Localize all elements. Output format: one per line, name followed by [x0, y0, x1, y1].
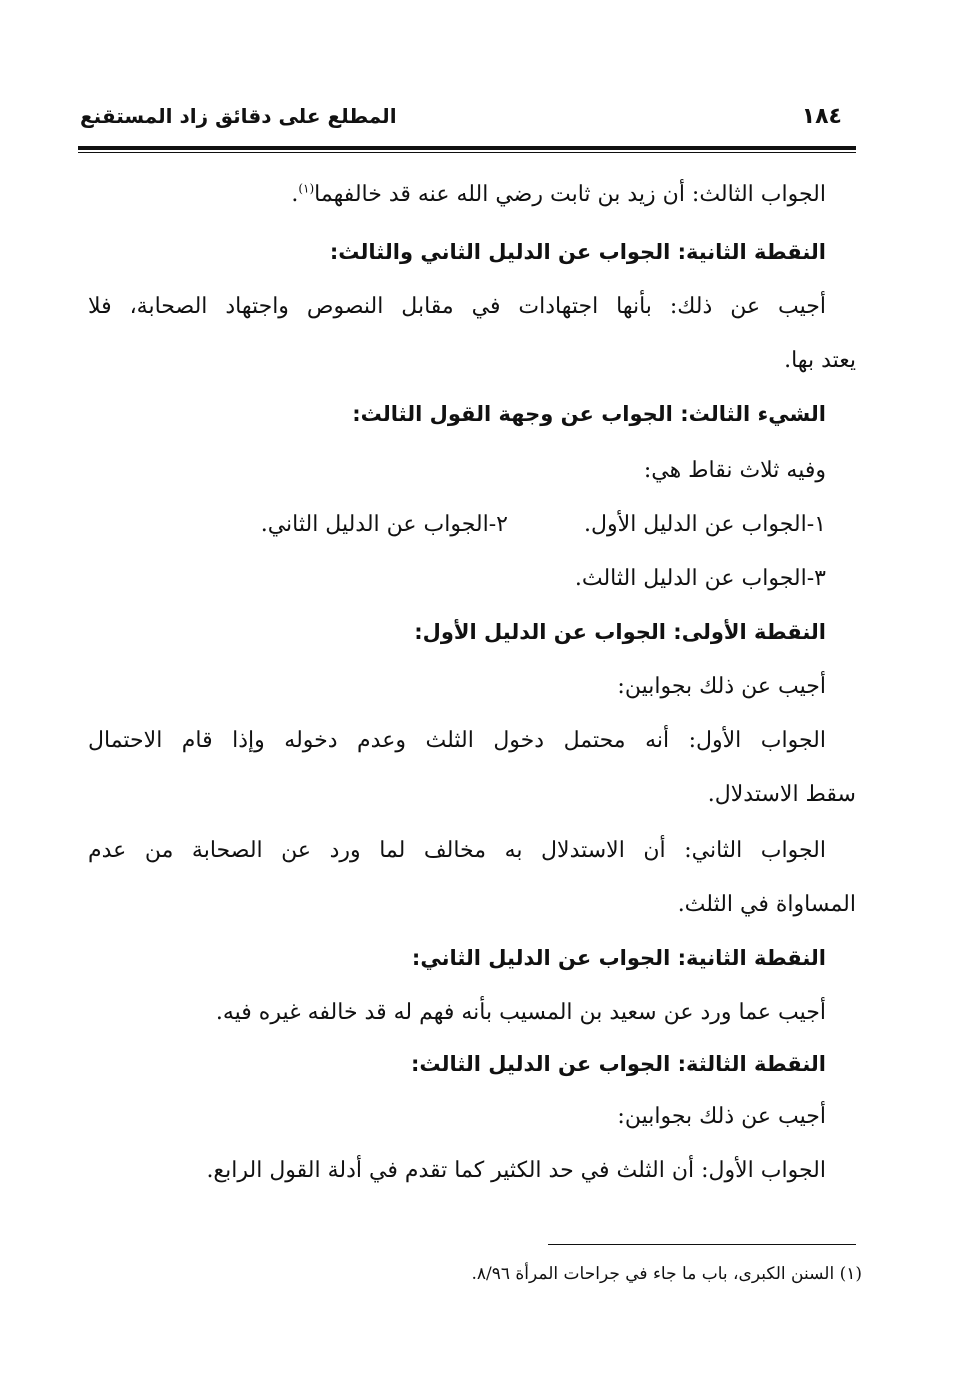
paragraph-line: المساواة في الثلث. [677, 892, 856, 917]
paragraph-line: سقط الاستدلال. [707, 782, 856, 807]
footnote: (١) السنن الكبرى، باب ما جاء في جراحات المرأة ٨/٩٦. [471, 1264, 862, 1284]
list-item: ٢-الجواب عن الدليل الثاني. [260, 512, 508, 537]
answer-three-end: . [291, 182, 299, 207]
footnote-ref: (١) [298, 181, 315, 196]
answer-three-line [88, 182, 826, 207]
running-title: المطلع على دقائق زاد المستقنع [80, 104, 397, 128]
list-row [88, 512, 826, 548]
section-heading: النقطة الأولى: الجواب عن الدليل الأول: [414, 620, 826, 644]
page-header [78, 104, 856, 144]
paragraph-line: الجواب الثاني: أن الاستدلال به مخالف لما ورد عن الصحابة من عدم [88, 838, 826, 863]
paragraph-line: أجيب عما ورد عن سعيد بن المسيب بأنه فهم له قد خالفه غيره فيه. [215, 1000, 826, 1025]
footnote-rule [548, 1244, 856, 1245]
section-heading: الشيء الثالث: الجواب عن وجهة القول الثالث: [352, 402, 826, 426]
paragraph-line: وفيه ثلاث نقاط هي: [643, 458, 826, 483]
paragraph-line: أجيب عن ذلك بجوابين: [617, 1104, 826, 1129]
paragraph-line: أجيب عن ذلك بجوابين: [617, 674, 826, 699]
section-heading: النقطة الثانية: الجواب عن الدليل الثاني: [411, 946, 826, 970]
section-heading: النقطة الثانية: الجواب عن الدليل الثاني والثالث: [329, 240, 826, 264]
header-rule-thick [78, 146, 856, 150]
section-heading: النقطة الثالثة: الجواب عن الدليل الثالث: [410, 1052, 826, 1076]
paragraph-line: يعتد بها. [784, 348, 856, 373]
list-item: ١-الجواب عن الدليل الأول. [584, 512, 826, 537]
paragraph-line: الجواب الأول: أنه محتمل دخول الثلث وعدم دخوله وإذا قام الاحتمال [88, 728, 826, 753]
paragraph-line: الجواب الأول: أن الثلث في حد الكثير كما تقدم في أدلة القول الرابع. [206, 1158, 826, 1183]
header-rule-thin [78, 152, 856, 153]
page-number: ١٨٤ [801, 104, 842, 129]
paragraph-line: أجيب عن ذلك: بأنها اجتهادات في مقابل النصوص واجتهاد الصحابة، فلا [88, 294, 826, 319]
answer-three-text: الجواب الثالث: أن زيد بن ثابت رضي الله عنه قد خالفهما [314, 182, 826, 207]
list-item: ٣-الجواب عن الدليل الثالث. [574, 566, 826, 591]
